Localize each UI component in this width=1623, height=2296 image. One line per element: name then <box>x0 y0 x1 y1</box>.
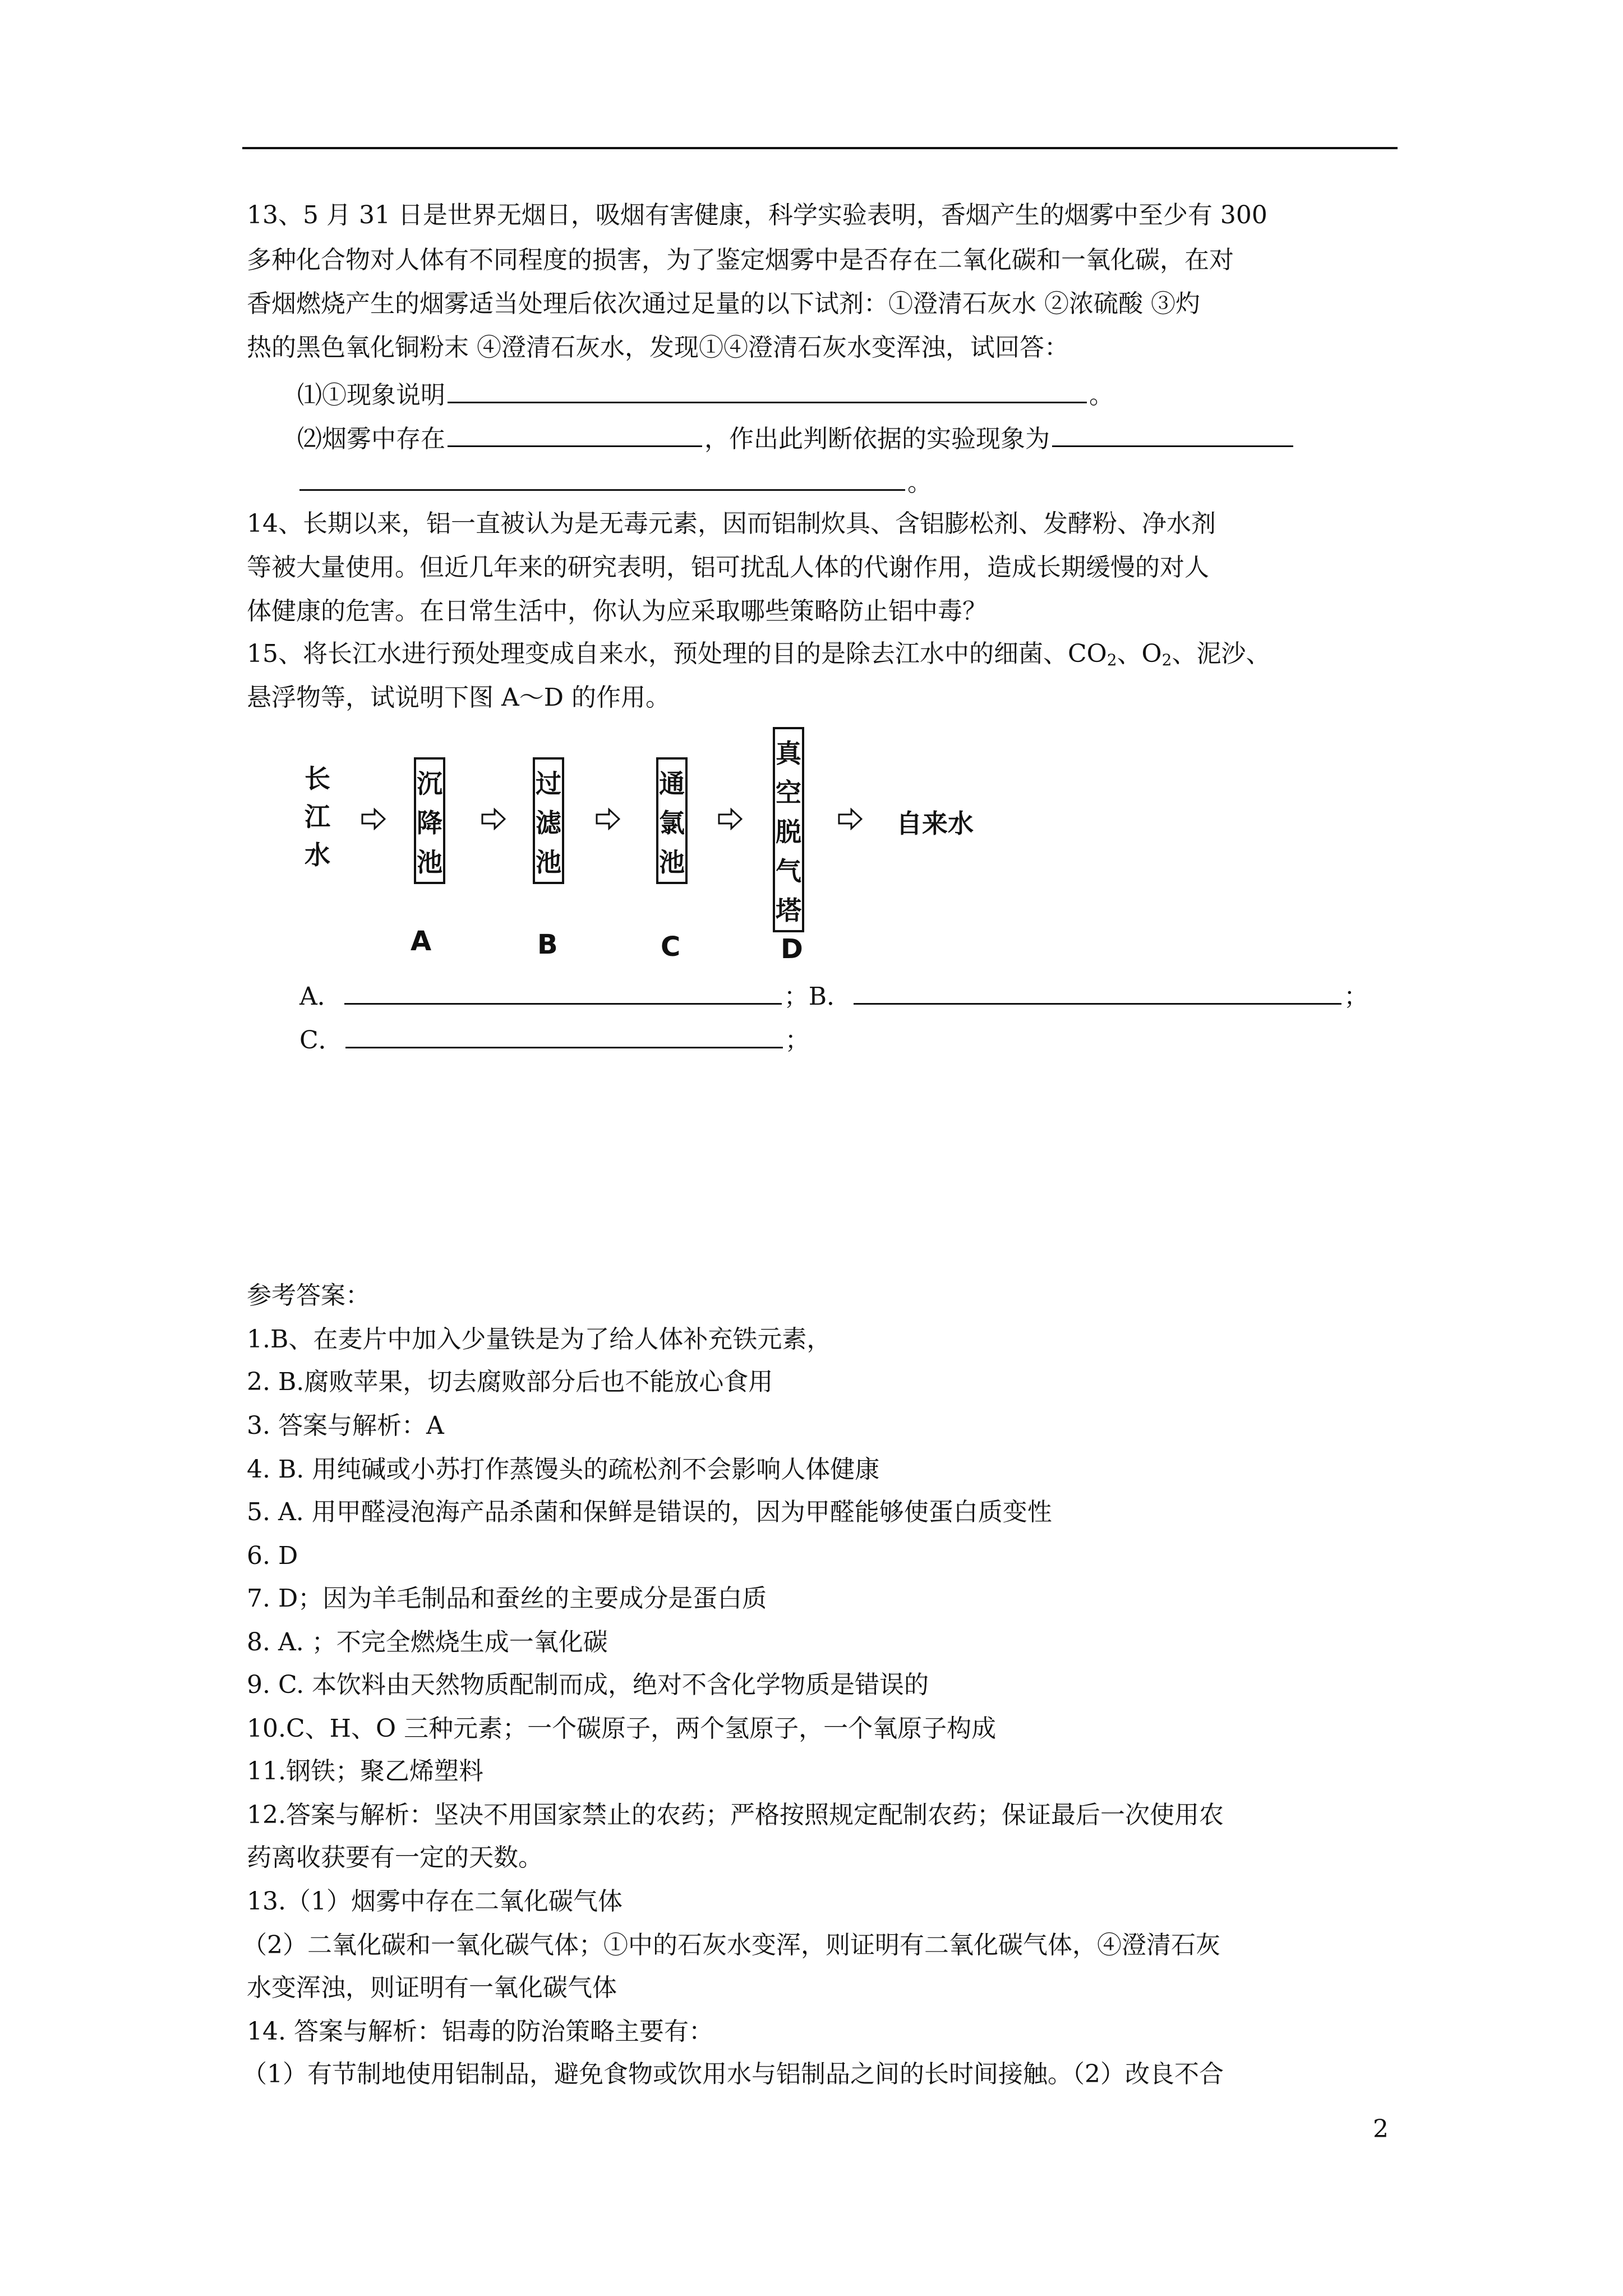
co2-subscript: 2 <box>1106 651 1117 669</box>
q15-answer-ab <box>299 978 1368 1013</box>
q15-answer-c-label: C． <box>299 1026 343 1055</box>
flow-arrow-icon <box>838 808 863 830</box>
q13-line-4: 热的黑色氧化铜粉末 ④澄清石灰水，发现①④澄清石灰水变浑浊，试回答： <box>247 333 1069 362</box>
answers-title: 参考答案： <box>247 1281 370 1310</box>
answer-3: 3. 答案与解析：A <box>247 1411 444 1440</box>
flow-box-char: 塔 <box>776 895 801 926</box>
flow-box-char: 真 <box>776 738 801 769</box>
q13-sub-2-end: 。 <box>907 468 932 497</box>
answer-14-line-1: 14. 答案与解析：铝毒的防治策略主要有： <box>247 2017 713 2046</box>
q13-sub-2-label: ⑵烟雾中存在 <box>297 425 445 453</box>
q15-answer-b-blank[interactable] <box>854 978 1341 1005</box>
q13-line-2: 多种化合物对人体有不同程度的损害，为了鉴定烟雾中是否存在二氧化碳和一氧化碳，在对 <box>247 246 1234 274</box>
flow-box-char: 脱 <box>776 817 801 847</box>
answer-12-line-1: 12.答案与解析：坚决不用国家禁止的农药；严格按照规定配制农药；保证最后一次使用农 <box>247 1801 1224 1829</box>
q15-line-2: 悬浮物等，试说明下图 A～D 的作用。 <box>247 683 671 712</box>
flow-source-char: 水 <box>305 840 330 870</box>
flow-source-char: 江 <box>305 802 330 832</box>
answer-10: 10.C、H、O 三种元素；一个碳原子，两个氢原子，一个氧原子构成 <box>247 1714 997 1743</box>
flow-box-c-chlorination <box>656 757 688 884</box>
q15-line-1-b: 、O <box>1117 639 1162 668</box>
answer-7: 7. D；因为羊毛制品和蚕丝的主要成分是蛋白质 <box>247 1584 767 1613</box>
flow-box-d-degassing-tower <box>773 727 804 932</box>
flow-box-char: 滤 <box>536 808 561 838</box>
q15-answer-c-end: ； <box>785 1026 810 1055</box>
q13-sub-1-end: 。 <box>1089 381 1114 409</box>
q15-answer-b-label: ；B． <box>783 982 852 1011</box>
flow-box-char: 通 <box>659 769 685 799</box>
q14-line-2: 等被大量使用。但近几年来的研究表明，铝可扰乱人体的代谢作用，造成长期缓慢的对人 <box>247 553 1209 582</box>
o2-subscript: 2 <box>1161 651 1172 669</box>
q13-sub-2-blank-1[interactable] <box>448 421 702 447</box>
answer-8: 8. A. ；不完全燃烧生成一氧化碳 <box>247 1628 608 1657</box>
flow-arrow-icon <box>361 808 386 830</box>
flow-box-b-filtration <box>533 757 564 884</box>
answer-12-line-2: 药离收获要有一定的天数。 <box>247 1843 543 1872</box>
flow-arrow-icon <box>718 808 743 830</box>
flow-box-char: 过 <box>536 769 561 799</box>
answer-5: 5. A. 用甲醛浸泡海产品杀菌和保鲜是错误的，因为甲醛能够使蛋白质变性 <box>247 1498 1052 1526</box>
q13-sub-2 <box>297 421 1295 455</box>
flow-letter-a: A <box>411 926 432 957</box>
answer-4: 4. B. 用纯碱或小苏打作蒸馒头的疏松剂不会影响人体健康 <box>247 1455 880 1484</box>
page-number: 2 <box>1373 2115 1389 2143</box>
q13-sub-1-label: ⑴①现象说明 <box>297 381 445 409</box>
flow-box-a-sedimentation <box>414 757 445 884</box>
flow-box-char: 池 <box>417 847 442 877</box>
answer-13-line-1: 13.（1）烟雾中存在二氧化碳气体 <box>247 1887 623 1916</box>
flow-source-label <box>301 760 334 874</box>
answer-6: 6. D <box>247 1542 298 1570</box>
q15-line-1 <box>247 638 1270 676</box>
answer-13-line-2: （2）二氧化碳和一氧化碳气体；①中的石灰水变浑，则证明有二氧化碳气体，④澄清石灰 <box>242 1931 1220 1959</box>
flow-end-label: 自来水 <box>896 808 974 839</box>
flow-box-char: 沉 <box>417 769 442 799</box>
flow-arrow-icon <box>481 808 506 830</box>
q14-line-3: 体健康的危害。在日常生活中，你认为应采取哪些策略防止铝中毒？ <box>247 597 987 625</box>
flow-letter-c: C <box>661 931 681 963</box>
q15-answer-c <box>299 1022 810 1056</box>
answer-9: 9. C. 本饮料由天然物质配制而成，绝对不含化学物质是错误的 <box>247 1671 929 1699</box>
q13-line-1: 13、5 月 31 日是世界无烟日，吸烟有害健康，科学实验表明，香烟产生的烟雾中至少有 300 <box>247 201 1267 229</box>
flow-source-char: 长 <box>305 763 330 794</box>
flow-box-char: 氯 <box>659 808 685 838</box>
flow-box-char: 空 <box>776 777 801 808</box>
answer-2: 2. B.腐败苹果，切去腐败部分后也不能放心食用 <box>247 1368 773 1396</box>
q15-answer-a-label: A． <box>299 982 342 1011</box>
flow-arrow-icon <box>596 808 620 830</box>
q15-line-1-c: 、泥沙、 <box>1172 639 1271 668</box>
flow-letter-d: D <box>781 933 803 965</box>
q15-answer-b-end: ； <box>1344 982 1369 1011</box>
q15-answer-c-blank[interactable] <box>345 1022 783 1048</box>
q14-line-1: 14、长期以来，铝一直被认为是无毒元素，因而铝制炊具、含铝膨松剂、发酵粉、净水剂 <box>247 509 1216 538</box>
answer-13-line-3: 水变浑浊，则证明有一氧化碳气体 <box>247 1973 617 2002</box>
flow-box-char: 池 <box>536 847 561 877</box>
flow-letter-b: B <box>537 929 558 960</box>
q13-line-3: 香烟燃烧产生的烟雾适当处理后依次通过足量的以下试剂：①澄清石灰水 ②浓硫酸 ③灼 <box>247 289 1200 318</box>
flow-box-char: 气 <box>776 856 801 886</box>
answer-11: 11.钢铁；聚乙烯塑料 <box>247 1757 483 1786</box>
flow-box-char: 池 <box>659 847 685 877</box>
q15-line-1-a: 15、将长江水进行预处理变成自来水，预处理的目的是除去江水中的细菌、CO <box>247 639 1107 668</box>
q13-sub-2-mid: ，作出此判断依据的实验现象为 <box>704 425 1050 453</box>
q13-sub-2-blank-2[interactable] <box>1052 421 1293 447</box>
answer-14-line-2: （1）有节制地使用铝制品，避免食物或饮用水与铝制品之间的长时间接触。（2）改良不合 <box>242 2060 1224 2088</box>
answer-1: 1.B、在麦片中加入少量铁是为了给人体补充铁元素， <box>247 1325 832 1354</box>
header-rule <box>242 147 1398 149</box>
q15-answer-a-blank[interactable] <box>344 978 782 1005</box>
q13-sub-2-blank-3[interactable] <box>299 464 905 491</box>
q13-sub-1 <box>297 377 1114 411</box>
q13-sub-2-cont <box>297 464 932 499</box>
q13-sub-1-answer-blank[interactable] <box>448 377 1087 403</box>
flow-box-char: 降 <box>417 808 442 838</box>
